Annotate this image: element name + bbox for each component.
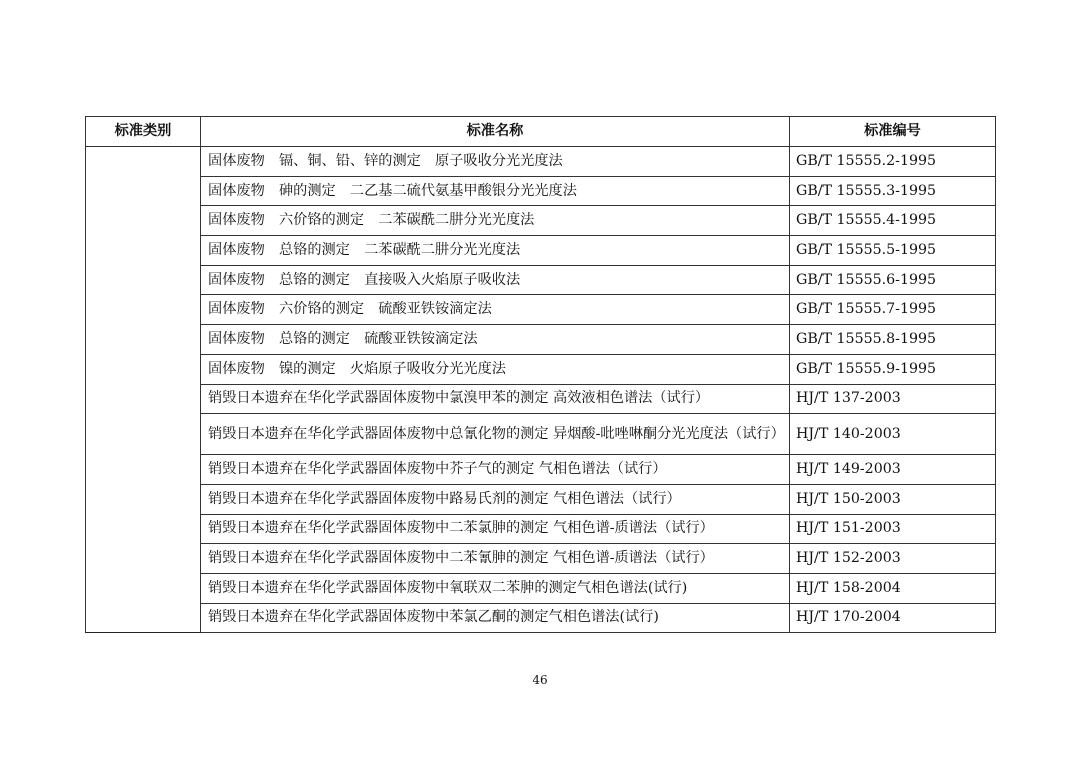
- standard-name-cell: 销毁日本遗弃在华化学武器固体废物中苯氯乙酮的测定气相色谱法(试行): [201, 603, 790, 633]
- standard-code-cell: HJ/T 137-2003: [790, 384, 996, 414]
- standard-name-cell: 固体废物 镍的测定 火焰原子吸收分光光度法: [201, 354, 790, 384]
- standard-code-cell: HJ/T 151-2003: [790, 514, 996, 544]
- table-row: [86, 325, 996, 355]
- table-row: [86, 354, 996, 384]
- standard-code-cell: HJ/T 150-2003: [790, 484, 996, 514]
- standard-code-cell: GB/T 15555.6-1995: [790, 265, 996, 295]
- standard-code-cell: GB/T 15555.2-1995: [790, 147, 996, 177]
- table-body: [86, 147, 996, 633]
- header-name: 标准名称: [201, 117, 790, 147]
- standard-code-cell: GB/T 15555.4-1995: [790, 206, 996, 236]
- standard-name-cell: 销毁日本遗弃在华化学武器固体废物中二苯氯胂的测定 气相色谱-质谱法（试行）: [201, 514, 790, 544]
- table-row: [86, 514, 996, 544]
- standard-name-cell: 销毁日本遗弃在华化学武器固体废物中二苯氰胂的测定 气相色谱-质谱法（试行）: [201, 544, 790, 574]
- page-number: 46: [532, 673, 548, 687]
- standard-code-cell: HJ/T 140-2003: [790, 414, 996, 455]
- table-row: [86, 236, 996, 266]
- standard-name-cell: 固体废物 镉、铜、铅、锌的测定 原子吸收分光光度法: [201, 147, 790, 177]
- standard-name-cell: 固体废物 六价铬的测定 二苯碳酰二肼分光光度法: [201, 206, 790, 236]
- table-row: [86, 455, 996, 485]
- standard-name-cell: 销毁日本遗弃在华化学武器固体废物中路易氏剂的测定 气相色谱法（试行）: [201, 484, 790, 514]
- standard-code-cell: GB/T 15555.8-1995: [790, 325, 996, 355]
- standard-name-cell: 固体废物 总铬的测定 二苯碳酰二肼分光光度法: [201, 236, 790, 266]
- category-cell: [86, 147, 201, 633]
- header-category: 标准类别: [86, 117, 201, 147]
- standard-code-cell: GB/T 15555.3-1995: [790, 176, 996, 206]
- standard-code-cell: HJ/T 158-2004: [790, 573, 996, 603]
- table-row: [86, 147, 996, 177]
- table-row: [86, 573, 996, 603]
- table-row: [86, 484, 996, 514]
- table-row: [86, 265, 996, 295]
- standard-code-cell: GB/T 15555.5-1995: [790, 236, 996, 266]
- header-code: 标准编号: [790, 117, 996, 147]
- standard-name-cell: 销毁日本遗弃在华化学武器固体废物中总氰化物的测定 异烟酸-吡唑啉酮分光光度法（试行）: [201, 414, 790, 455]
- standard-name-cell: 销毁日本遗弃在华化学武器固体废物中氯溴甲苯的测定 高效液相色谱法（试行）: [201, 384, 790, 414]
- table-row: [86, 603, 996, 633]
- table-row: [86, 384, 996, 414]
- table-header-row: [86, 117, 996, 147]
- table-row: [86, 176, 996, 206]
- standards-table: [85, 116, 996, 633]
- standard-name-cell: 销毁日本遗弃在华化学武器固体废物中氧联双二苯胂的测定气相色谱法(试行): [201, 573, 790, 603]
- standard-name-cell: 销毁日本遗弃在华化学武器固体废物中芥子气的测定 气相色谱法（试行）: [201, 455, 790, 485]
- table-row: [86, 414, 996, 455]
- standard-code-cell: HJ/T 170-2004: [790, 603, 996, 633]
- standard-code-cell: HJ/T 152-2003: [790, 544, 996, 574]
- standard-name-cell: 固体废物 总铬的测定 直接吸入火焰原子吸收法: [201, 265, 790, 295]
- standard-name-cell: 固体废物 总铬的测定 硫酸亚铁铵滴定法: [201, 325, 790, 355]
- standard-name-cell: 固体废物 六价铬的测定 硫酸亚铁铵滴定法: [201, 295, 790, 325]
- table-row: [86, 544, 996, 574]
- standard-code-cell: GB/T 15555.7-1995: [790, 295, 996, 325]
- standard-code-cell: GB/T 15555.9-1995: [790, 354, 996, 384]
- standard-name-cell: 固体废物 砷的测定 二乙基二硫代氨基甲酸银分光光度法: [201, 176, 790, 206]
- table-row: [86, 295, 996, 325]
- table-row: [86, 206, 996, 236]
- standard-code-cell: HJ/T 149-2003: [790, 455, 996, 485]
